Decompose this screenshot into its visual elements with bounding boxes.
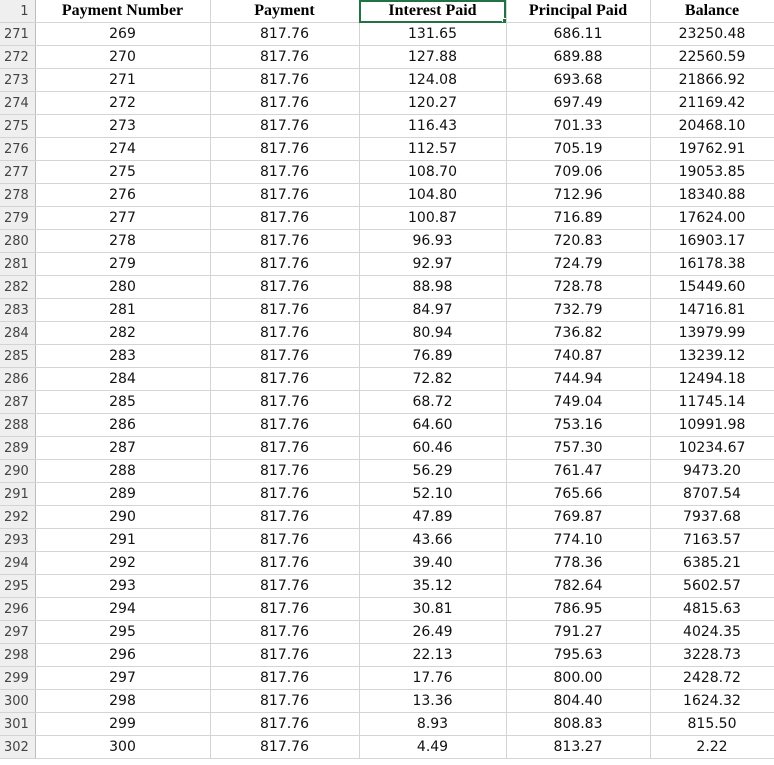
row-header[interactable]: 271 bbox=[0, 23, 35, 46]
principal-paid-cell[interactable]: 757.30 bbox=[506, 437, 650, 460]
balance-cell[interactable]: 10234.67 bbox=[650, 437, 774, 460]
column-header-principal-paid[interactable]: Principal Paid bbox=[506, 0, 650, 23]
payment-cell[interactable]: 817.76 bbox=[210, 322, 359, 345]
payment-cell[interactable]: 817.76 bbox=[210, 345, 359, 368]
principal-paid-cell[interactable]: 786.95 bbox=[506, 598, 650, 621]
interest-paid-cell[interactable]: 13.36 bbox=[359, 690, 506, 713]
payment-number-cell[interactable]: 288 bbox=[35, 460, 210, 483]
balance-cell[interactable]: 13979.99 bbox=[650, 322, 774, 345]
payment-cell[interactable]: 817.76 bbox=[210, 276, 359, 299]
interest-paid-cell[interactable]: 124.08 bbox=[359, 69, 506, 92]
table-row bbox=[0, 483, 774, 506]
balance-cell[interactable]: 12494.18 bbox=[650, 368, 774, 391]
balance-cell[interactable]: 13239.12 bbox=[650, 345, 774, 368]
balance-cell[interactable]: 3228.73 bbox=[650, 644, 774, 667]
balance-cell[interactable]: 9473.20 bbox=[650, 460, 774, 483]
principal-paid-cell[interactable]: 769.87 bbox=[506, 506, 650, 529]
row-header[interactable]: 299 bbox=[0, 667, 35, 690]
payment-cell[interactable]: 817.76 bbox=[210, 23, 359, 46]
table-row bbox=[0, 736, 774, 759]
payment-cell[interactable]: 817.76 bbox=[210, 598, 359, 621]
payment-cell[interactable]: 817.76 bbox=[210, 368, 359, 391]
row-header[interactable]: 276 bbox=[0, 138, 35, 161]
table-row bbox=[0, 644, 774, 667]
row-header[interactable]: 288 bbox=[0, 414, 35, 437]
balance-cell[interactable]: 16903.17 bbox=[650, 230, 774, 253]
principal-paid-cell[interactable]: 732.79 bbox=[506, 299, 650, 322]
row-header[interactable]: 1 bbox=[0, 0, 35, 23]
payment-cell[interactable]: 817.76 bbox=[210, 161, 359, 184]
fill-handle[interactable] bbox=[502, 18, 507, 23]
payment-cell[interactable]: 817.76 bbox=[210, 138, 359, 161]
interest-paid-cell[interactable]: 4.49 bbox=[359, 736, 506, 759]
row-header[interactable]: 285 bbox=[0, 345, 35, 368]
principal-paid-cell[interactable]: 782.64 bbox=[506, 575, 650, 598]
row-header[interactable]: 294 bbox=[0, 552, 35, 575]
payment-cell[interactable]: 817.76 bbox=[210, 299, 359, 322]
row-header[interactable]: 280 bbox=[0, 230, 35, 253]
interest-paid-cell[interactable]: 84.97 bbox=[359, 299, 506, 322]
table-row bbox=[0, 621, 774, 644]
payment-number-cell[interactable]: 270 bbox=[35, 46, 210, 69]
principal-paid-cell[interactable]: 740.87 bbox=[506, 345, 650, 368]
payment-number-cell[interactable]: 276 bbox=[35, 184, 210, 207]
payment-number-cell[interactable]: 274 bbox=[35, 138, 210, 161]
payment-number-cell[interactable]: 277 bbox=[35, 207, 210, 230]
table-row bbox=[0, 506, 774, 529]
payment-number-cell[interactable]: 273 bbox=[35, 115, 210, 138]
interest-paid-cell[interactable]: 76.89 bbox=[359, 345, 506, 368]
payment-cell[interactable]: 817.76 bbox=[210, 736, 359, 759]
row-header[interactable]: 286 bbox=[0, 368, 35, 391]
payment-cell[interactable]: 817.76 bbox=[210, 621, 359, 644]
table-row bbox=[0, 667, 774, 690]
payment-number-cell[interactable]: 297 bbox=[35, 667, 210, 690]
interest-paid-cell[interactable]: 17.76 bbox=[359, 667, 506, 690]
interest-paid-cell[interactable]: 60.46 bbox=[359, 437, 506, 460]
row-header[interactable]: 292 bbox=[0, 506, 35, 529]
interest-paid-cell[interactable]: 120.27 bbox=[359, 92, 506, 115]
payment-number-cell[interactable]: 294 bbox=[35, 598, 210, 621]
table-row bbox=[0, 345, 774, 368]
table-row bbox=[0, 46, 774, 69]
interest-paid-cell[interactable]: 80.94 bbox=[359, 322, 506, 345]
payment-number-cell[interactable]: 282 bbox=[35, 322, 210, 345]
principal-paid-cell[interactable]: 693.68 bbox=[506, 69, 650, 92]
header-row bbox=[0, 0, 774, 23]
row-header[interactable]: 287 bbox=[0, 391, 35, 414]
table-row bbox=[0, 437, 774, 460]
payment-cell[interactable]: 817.76 bbox=[210, 690, 359, 713]
row-header[interactable]: 275 bbox=[0, 115, 35, 138]
interest-paid-cell[interactable]: 108.70 bbox=[359, 161, 506, 184]
table-row bbox=[0, 529, 774, 552]
interest-paid-cell[interactable]: 22.13 bbox=[359, 644, 506, 667]
row-header[interactable]: 277 bbox=[0, 161, 35, 184]
payment-number-cell[interactable]: 296 bbox=[35, 644, 210, 667]
payment-cell[interactable]: 817.76 bbox=[210, 667, 359, 690]
interest-paid-cell[interactable]: 72.82 bbox=[359, 368, 506, 391]
interest-paid-cell[interactable]: 88.98 bbox=[359, 276, 506, 299]
balance-cell[interactable]: 815.50 bbox=[650, 713, 774, 736]
row-header[interactable]: 289 bbox=[0, 437, 35, 460]
principal-paid-cell[interactable]: 709.06 bbox=[506, 161, 650, 184]
payment-cell[interactable]: 817.76 bbox=[210, 69, 359, 92]
interest-paid-cell[interactable]: 112.57 bbox=[359, 138, 506, 161]
payment-number-cell[interactable]: 275 bbox=[35, 161, 210, 184]
interest-paid-cell[interactable]: 127.88 bbox=[359, 46, 506, 69]
column-header-payment-number[interactable]: Payment Number bbox=[35, 0, 210, 23]
payment-number-cell[interactable]: 300 bbox=[35, 736, 210, 759]
principal-paid-cell[interactable]: 705.19 bbox=[506, 138, 650, 161]
payment-cell[interactable]: 817.76 bbox=[210, 414, 359, 437]
balance-cell[interactable]: 1624.32 bbox=[650, 690, 774, 713]
table-row bbox=[0, 322, 774, 345]
payment-cell[interactable]: 817.76 bbox=[210, 115, 359, 138]
balance-cell[interactable]: 4815.63 bbox=[650, 598, 774, 621]
payment-number-cell[interactable]: 271 bbox=[35, 69, 210, 92]
payment-number-cell[interactable]: 292 bbox=[35, 552, 210, 575]
payment-number-cell[interactable]: 269 bbox=[35, 23, 210, 46]
row-header[interactable]: 302 bbox=[0, 736, 35, 759]
payment-cell[interactable]: 817.76 bbox=[210, 460, 359, 483]
principal-paid-cell[interactable]: 778.36 bbox=[506, 552, 650, 575]
payment-number-cell[interactable]: 281 bbox=[35, 299, 210, 322]
payment-number-cell[interactable]: 287 bbox=[35, 437, 210, 460]
principal-paid-cell[interactable]: 749.04 bbox=[506, 391, 650, 414]
principal-paid-cell[interactable]: 808.83 bbox=[506, 713, 650, 736]
balance-cell[interactable]: 7937.68 bbox=[650, 506, 774, 529]
payment-cell[interactable]: 817.76 bbox=[210, 253, 359, 276]
interest-paid-cell[interactable]: 35.12 bbox=[359, 575, 506, 598]
row-header[interactable]: 279 bbox=[0, 207, 35, 230]
row-header[interactable]: 301 bbox=[0, 713, 35, 736]
table-row bbox=[0, 230, 774, 253]
table-row bbox=[0, 92, 774, 115]
row-header[interactable]: 298 bbox=[0, 644, 35, 667]
table-row bbox=[0, 575, 774, 598]
payment-number-cell[interactable]: 284 bbox=[35, 368, 210, 391]
principal-paid-cell[interactable]: 800.00 bbox=[506, 667, 650, 690]
payment-number-cell[interactable]: 286 bbox=[35, 414, 210, 437]
interest-paid-cell[interactable]: 56.29 bbox=[359, 460, 506, 483]
payment-cell[interactable]: 817.76 bbox=[210, 506, 359, 529]
balance-cell[interactable]: 19053.85 bbox=[650, 161, 774, 184]
row-header[interactable]: 274 bbox=[0, 92, 35, 115]
balance-cell[interactable]: 10991.98 bbox=[650, 414, 774, 437]
table-row bbox=[0, 690, 774, 713]
principal-paid-cell[interactable]: 697.49 bbox=[506, 92, 650, 115]
column-header-label: Interest Paid bbox=[388, 2, 477, 19]
principal-paid-cell[interactable]: 804.40 bbox=[506, 690, 650, 713]
payment-cell[interactable]: 817.76 bbox=[210, 552, 359, 575]
row-header[interactable]: 291 bbox=[0, 483, 35, 506]
principal-paid-cell[interactable]: 765.66 bbox=[506, 483, 650, 506]
interest-paid-cell[interactable]: 30.81 bbox=[359, 598, 506, 621]
table-row bbox=[0, 460, 774, 483]
principal-paid-cell[interactable]: 753.16 bbox=[506, 414, 650, 437]
balance-cell[interactable]: 18340.88 bbox=[650, 184, 774, 207]
principal-paid-cell[interactable]: 716.89 bbox=[506, 207, 650, 230]
principal-paid-cell[interactable]: 701.33 bbox=[506, 115, 650, 138]
payment-cell[interactable]: 817.76 bbox=[210, 437, 359, 460]
balance-cell[interactable]: 2428.72 bbox=[650, 667, 774, 690]
interest-paid-cell[interactable]: 52.10 bbox=[359, 483, 506, 506]
balance-cell[interactable]: 11745.14 bbox=[650, 391, 774, 414]
table-row bbox=[0, 138, 774, 161]
payment-cell[interactable]: 817.76 bbox=[210, 207, 359, 230]
interest-paid-cell[interactable]: 104.80 bbox=[359, 184, 506, 207]
payment-number-cell[interactable]: 283 bbox=[35, 345, 210, 368]
column-header-payment[interactable]: Payment bbox=[210, 0, 359, 23]
interest-paid-cell[interactable]: 100.87 bbox=[359, 207, 506, 230]
interest-paid-cell[interactable]: 39.40 bbox=[359, 552, 506, 575]
balance-cell[interactable]: 4024.35 bbox=[650, 621, 774, 644]
table-row bbox=[0, 598, 774, 621]
payment-cell[interactable]: 817.76 bbox=[210, 46, 359, 69]
principal-paid-cell[interactable]: 736.82 bbox=[506, 322, 650, 345]
interest-paid-cell[interactable]: 131.65 bbox=[359, 23, 506, 46]
payment-cell[interactable]: 817.76 bbox=[210, 391, 359, 414]
payment-number-cell[interactable]: 291 bbox=[35, 529, 210, 552]
balance-cell[interactable]: 17624.00 bbox=[650, 207, 774, 230]
table-row bbox=[0, 69, 774, 92]
principal-paid-cell[interactable]: 795.63 bbox=[506, 644, 650, 667]
payment-cell[interactable]: 817.76 bbox=[210, 713, 359, 736]
table-row bbox=[0, 368, 774, 391]
payment-number-cell[interactable]: 299 bbox=[35, 713, 210, 736]
payment-number-cell[interactable]: 280 bbox=[35, 276, 210, 299]
row-header[interactable]: 272 bbox=[0, 46, 35, 69]
principal-paid-cell[interactable]: 724.79 bbox=[506, 253, 650, 276]
row-header[interactable]: 300 bbox=[0, 690, 35, 713]
payment-cell[interactable]: 817.76 bbox=[210, 92, 359, 115]
balance-cell[interactable]: 14716.81 bbox=[650, 299, 774, 322]
balance-cell[interactable]: 22560.59 bbox=[650, 46, 774, 69]
balance-cell[interactable]: 8707.54 bbox=[650, 483, 774, 506]
row-header[interactable]: 290 bbox=[0, 460, 35, 483]
interest-paid-cell[interactable]: 26.49 bbox=[359, 621, 506, 644]
principal-paid-cell[interactable]: 813.27 bbox=[506, 736, 650, 759]
row-header[interactable]: 293 bbox=[0, 529, 35, 552]
row-header[interactable]: 297 bbox=[0, 621, 35, 644]
payment-number-cell[interactable]: 285 bbox=[35, 391, 210, 414]
table-row bbox=[0, 115, 774, 138]
interest-paid-cell[interactable]: 8.93 bbox=[359, 713, 506, 736]
interest-paid-cell[interactable]: 68.72 bbox=[359, 391, 506, 414]
payment-number-cell[interactable]: 278 bbox=[35, 230, 210, 253]
principal-paid-cell[interactable]: 761.47 bbox=[506, 460, 650, 483]
payment-cell[interactable]: 817.76 bbox=[210, 529, 359, 552]
payment-cell[interactable]: 817.76 bbox=[210, 230, 359, 253]
row-header[interactable]: 283 bbox=[0, 299, 35, 322]
table-row bbox=[0, 414, 774, 437]
principal-paid-cell[interactable]: 689.88 bbox=[506, 46, 650, 69]
payment-number-cell[interactable]: 279 bbox=[35, 253, 210, 276]
balance-cell[interactable]: 7163.57 bbox=[650, 529, 774, 552]
table-row bbox=[0, 552, 774, 575]
payment-cell[interactable]: 817.76 bbox=[210, 575, 359, 598]
table-row bbox=[0, 23, 774, 46]
column-header-balance[interactable]: Balance bbox=[650, 0, 774, 23]
payment-number-cell[interactable]: 290 bbox=[35, 506, 210, 529]
balance-cell[interactable]: 16178.38 bbox=[650, 253, 774, 276]
balance-cell[interactable]: 19762.91 bbox=[650, 138, 774, 161]
interest-paid-cell[interactable]: 64.60 bbox=[359, 414, 506, 437]
row-header[interactable]: 284 bbox=[0, 322, 35, 345]
payment-number-cell[interactable]: 289 bbox=[35, 483, 210, 506]
table-row bbox=[0, 207, 774, 230]
row-header[interactable]: 296 bbox=[0, 598, 35, 621]
principal-paid-cell[interactable]: 744.94 bbox=[506, 368, 650, 391]
payment-number-cell[interactable]: 295 bbox=[35, 621, 210, 644]
interest-paid-cell[interactable]: 92.97 bbox=[359, 253, 506, 276]
interest-paid-cell[interactable]: 96.93 bbox=[359, 230, 506, 253]
payment-number-cell[interactable]: 298 bbox=[35, 690, 210, 713]
balance-cell[interactable]: 15449.60 bbox=[650, 276, 774, 299]
balance-cell[interactable]: 5602.57 bbox=[650, 575, 774, 598]
table-row bbox=[0, 299, 774, 322]
payment-number-cell[interactable]: 293 bbox=[35, 575, 210, 598]
principal-paid-cell[interactable]: 712.96 bbox=[506, 184, 650, 207]
table-row bbox=[0, 253, 774, 276]
interest-paid-cell[interactable]: 116.43 bbox=[359, 115, 506, 138]
row-header[interactable]: 295 bbox=[0, 575, 35, 598]
row-header[interactable]: 281 bbox=[0, 253, 35, 276]
row-header[interactable]: 278 bbox=[0, 184, 35, 207]
interest-paid-cell[interactable]: 47.89 bbox=[359, 506, 506, 529]
balance-cell[interactable]: 20468.10 bbox=[650, 115, 774, 138]
balance-cell[interactable]: 21169.42 bbox=[650, 92, 774, 115]
table-row bbox=[0, 276, 774, 299]
payment-cell[interactable]: 817.76 bbox=[210, 483, 359, 506]
balance-cell[interactable]: 2.22 bbox=[650, 736, 774, 759]
payment-number-cell[interactable]: 272 bbox=[35, 92, 210, 115]
principal-paid-cell[interactable]: 774.10 bbox=[506, 529, 650, 552]
principal-paid-cell[interactable]: 791.27 bbox=[506, 621, 650, 644]
balance-cell[interactable]: 6385.21 bbox=[650, 552, 774, 575]
table-row bbox=[0, 391, 774, 414]
principal-paid-cell[interactable]: 686.11 bbox=[506, 23, 650, 46]
row-header[interactable]: 273 bbox=[0, 69, 35, 92]
row-header[interactable]: 282 bbox=[0, 276, 35, 299]
table-row bbox=[0, 161, 774, 184]
balance-cell[interactable]: 21866.92 bbox=[650, 69, 774, 92]
table-row bbox=[0, 184, 774, 207]
column-header-interest-paid[interactable] bbox=[359, 0, 506, 23]
payment-cell[interactable]: 817.76 bbox=[210, 644, 359, 667]
balance-cell[interactable]: 23250.48 bbox=[650, 23, 774, 46]
principal-paid-cell[interactable]: 720.83 bbox=[506, 230, 650, 253]
payment-cell[interactable]: 817.76 bbox=[210, 184, 359, 207]
principal-paid-cell[interactable]: 728.78 bbox=[506, 276, 650, 299]
table-row bbox=[0, 713, 774, 736]
interest-paid-cell[interactable]: 43.66 bbox=[359, 529, 506, 552]
